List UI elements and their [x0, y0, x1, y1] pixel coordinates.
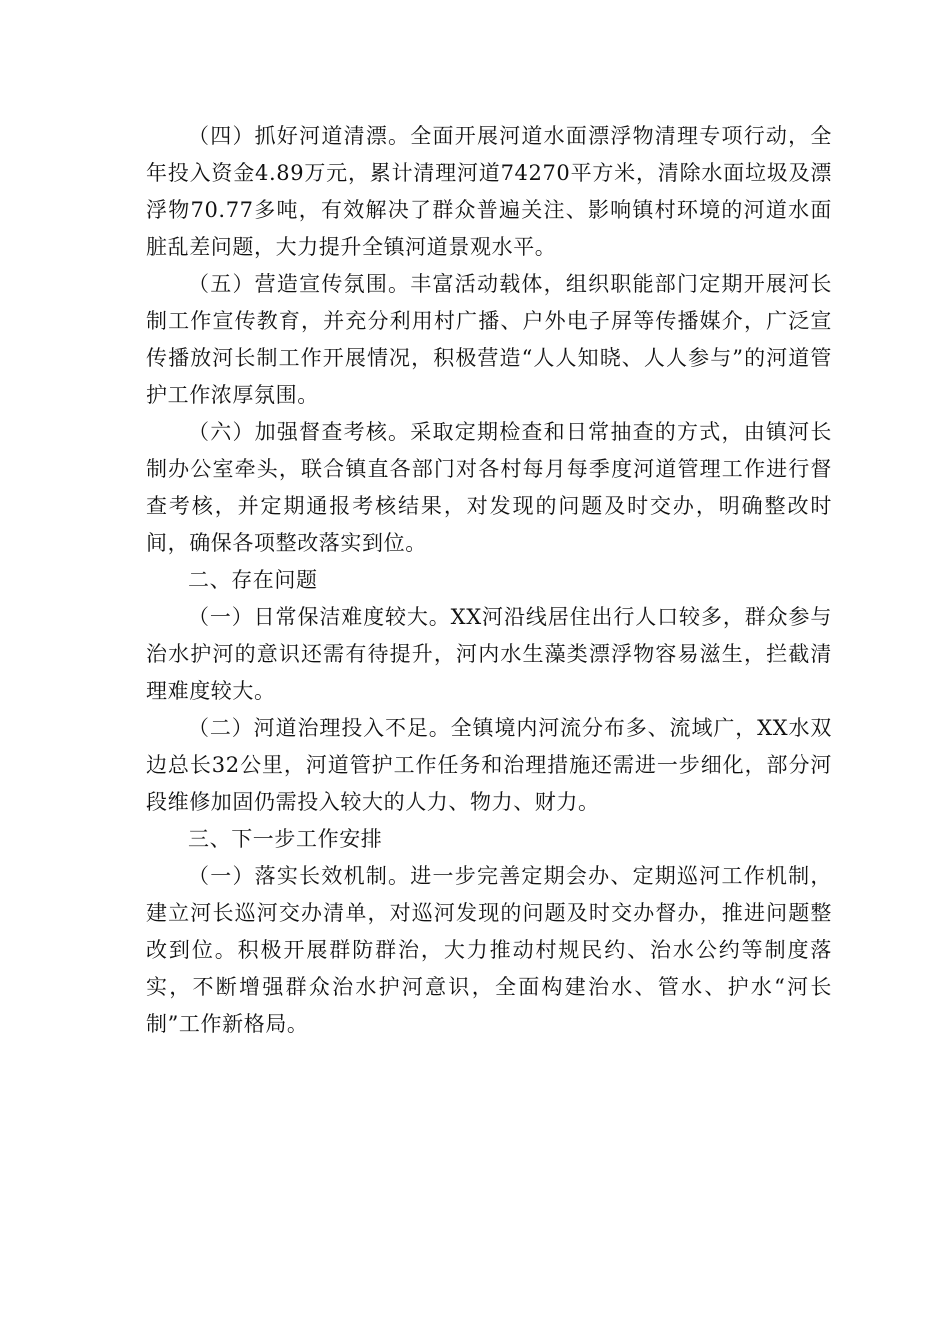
- paragraph-publicity: （五）营造宣传氛围。丰富活动载体，组织职能部门定期开展河长制工作宣传教育，并充分利用村广播、户外电子屏等传播媒介，广泛宣传播放河长制工作开展情况，积极营造“人人知晓、人人参与”的河道管护工作浓厚氛围。: [146, 272, 832, 407]
- section-heading-problems: 二、存在问题: [188, 568, 318, 592]
- section-heading-next-steps: 三、下一步工作安排: [188, 827, 383, 851]
- document-body: [146, 118, 832, 1043]
- paragraph-inspection: （六）加强督查考核。采取定期检查和日常抽查的方式，由镇河长制办公室牵头，联合镇直各部门对各村每月每季度河道管理工作进行督查考核，并定期通报考核结果，对发现的问题及时交办，明确整改时间，确保各项整改落实到位。: [146, 420, 832, 555]
- paragraph-cleanup: （四）抓好河道清漂。全面开展河道水面漂浮物清理专项行动，全年投入资金4.89万元，累计清理河道74270平方米，清除水面垃圾及漂浮物70.77多吨，有效解决了群众普遍关注、影响镇村环境的河道水面脏乱差问题，大力提升全镇河道景观水平。: [146, 124, 832, 259]
- paragraph-long-term-mechanism: （一）落实长效机制。进一步完善定期会办、定期巡河工作机制，建立河长巡河交办清单，对巡河发现的问题及时交办督办，推进问题整改到位。积极开展群防群治，大力推动村规民约、治水公约等制度落实，不断增强群众治水护河意识，全面构建治水、管水、护水“河长制”工作新格局。: [146, 864, 832, 1036]
- paragraph-investment: （二）河道治理投入不足。全镇境内河流分布多、流域广，XX水双边总长32公里，河道管护工作任务和治理措施还需进一步细化，部分河段维修加固仍需投入较大的人力、物力、财力。: [146, 716, 832, 814]
- paragraph-daily-cleaning: （一）日常保洁难度较大。XX河沿线居住出行人口较多，群众参与治水护河的意识还需有待提升，河内水生藻类漂浮物容易滋生，拦截清理难度较大。: [146, 605, 832, 703]
